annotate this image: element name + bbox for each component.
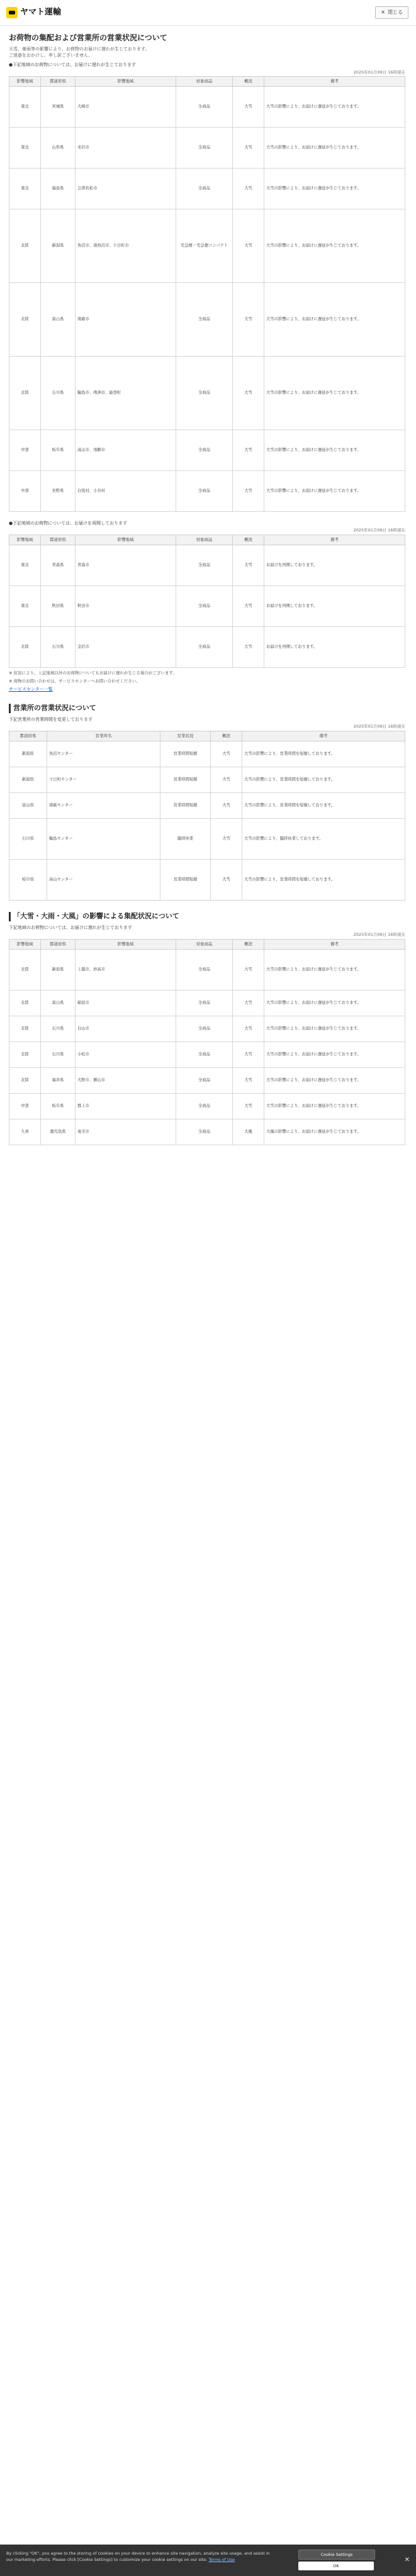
table-row (9, 1093, 405, 1119)
table-row (9, 430, 405, 471)
cell: 石川県 (41, 1016, 76, 1041)
close-icon[interactable]: ✕ (404, 2557, 410, 2563)
cell: 東北 (9, 128, 41, 169)
table-row (9, 990, 405, 1016)
cell: 魚沼市、南魚沼市、十日町市 (76, 209, 176, 283)
cell: 高山市、飛騨市 (76, 430, 176, 471)
cookie-ok-button[interactable]: OK (298, 2562, 374, 2570)
cell: 大雪 (233, 627, 264, 668)
top-bar (0, 0, 416, 26)
cell: 白馬村、小谷村 (76, 471, 176, 512)
branch-status-title: 営業所の営業状況について (9, 704, 405, 713)
cell: 宮城県 (41, 87, 76, 128)
cell: 大雪 (233, 1041, 264, 1067)
cell: 営業時間短縮 (160, 792, 211, 818)
cell: 福井県 (41, 1067, 76, 1093)
cell: 全商品 (176, 1119, 233, 1145)
cell: 大雪の影響により、お届けに遅延が生じております。 (264, 283, 405, 357)
cell: 全商品 (176, 1093, 233, 1119)
cell: 大雪 (233, 1093, 264, 1119)
col-header: 概況 (233, 77, 264, 87)
cell: 福島県 (41, 169, 76, 209)
col-header: 営業所名 (47, 731, 160, 741)
close-label: 閉じる (388, 9, 403, 15)
col-header: 影響地域 (9, 535, 41, 545)
section4-sub: 下記地域のお荷物については、お届けに遅れが生じております (9, 924, 132, 930)
cell: 魚沼センター (47, 741, 160, 767)
cell: 岐阜県 (9, 859, 47, 900)
cell: 新潟県 (41, 949, 76, 990)
col-header: 影響地域 (9, 77, 41, 87)
col-header: 営業状況 (160, 731, 211, 741)
cookie-settings-button[interactable]: Cookie Settings (298, 2550, 375, 2560)
cell: 東北 (9, 545, 41, 586)
table-row (9, 1119, 405, 1145)
cell: 大雪 (233, 209, 264, 283)
cell: 大雪の影響により、営業時間を短縮しております。 (242, 859, 405, 900)
cell: 大野市、勝山市 (76, 1067, 176, 1093)
cell: 大雪 (233, 586, 264, 627)
cell: 北陸 (9, 627, 41, 668)
cell: 営業時間短縮 (160, 741, 211, 767)
cell: 富山県 (41, 990, 76, 1016)
cell: 全商品 (176, 430, 233, 471)
section1-updated: 2025年01月09日 16時現在 (353, 69, 405, 75)
cell: 上越市、妙高市 (76, 949, 176, 990)
cell: 大雪の影響により、お届けに遅延が生じております。 (264, 1041, 405, 1067)
cell: 大雪 (211, 792, 242, 818)
col-header: 概況 (233, 939, 264, 949)
col-header: 都道府県 (9, 731, 47, 741)
cell: 臨時休業 (160, 818, 211, 859)
table-header-row (9, 731, 405, 741)
cookie-message: By clicking "OK", you agree to the storing of cookies on your device to enhance site navigation, analyze site usage, and assist in our marketing efforts. Please click [Cookie Settings] to customize your cookie settings on our site. (6, 2551, 270, 2562)
weather-status-title: 「大雪・大雨・大風」の影響による集配状況について (9, 912, 405, 921)
cell: 北陸 (9, 1041, 41, 1067)
cell: 全商品 (176, 1016, 233, 1041)
col-header: 概況 (233, 535, 264, 545)
table-row (9, 859, 405, 900)
cell: 山形県 (41, 128, 76, 169)
cell: 営業時間短縮 (160, 859, 211, 900)
table-row (9, 209, 405, 283)
cell: 金沢市 (76, 627, 176, 668)
cell: 中部 (9, 430, 41, 471)
cell: 石川県 (41, 627, 76, 668)
section2-note: ●下記地域のお荷物については、お届けを再開しております (9, 521, 127, 526)
footnote: ※ 荷物のお問い合わせは、サービスセンターへお問い合わせください。 (9, 678, 140, 684)
cell: 小松市 (76, 1041, 176, 1067)
page-title: お荷物の集配および営業所の営業状況について (9, 33, 167, 42)
cell: 中部 (9, 471, 41, 512)
cell: 全商品 (176, 128, 233, 169)
cell: 全商品 (176, 169, 233, 209)
table-row (9, 169, 405, 209)
cell: 大雪 (233, 990, 264, 1016)
cell: 全商品 (176, 357, 233, 430)
weather-table (9, 939, 405, 1145)
cell: 大風 (233, 1119, 264, 1145)
table-header-row (9, 535, 405, 545)
cell: 白山市 (76, 1016, 176, 1041)
cell: 鹿児島県 (41, 1119, 76, 1145)
table-row (9, 1067, 405, 1093)
service-center-link[interactable]: サービスセンター一覧 (9, 686, 53, 692)
cat-logo-icon (6, 7, 18, 18)
cell: 全商品 (176, 283, 233, 357)
cell: 全商品 (176, 990, 233, 1016)
cookie-banner (0, 2545, 416, 2576)
table-row (9, 818, 405, 859)
branch-table (9, 731, 405, 901)
cell: 大雪の影響により、お届けに遅延が生じております。 (264, 87, 405, 128)
cell: お届けを再開しております。 (264, 545, 405, 586)
intro-text (9, 47, 405, 58)
cell: 全商品 (176, 949, 233, 990)
cell: 富山県 (41, 283, 76, 357)
terms-link[interactable]: Terms of Use (208, 2557, 235, 2562)
cell: 大雪 (233, 357, 264, 430)
brand-logo[interactable] (6, 6, 61, 19)
cell: 大雪の影響により、お届けに遅延が生じております。 (264, 169, 405, 209)
cell: 大雪 (211, 741, 242, 767)
cell: 岐阜県 (41, 430, 76, 471)
table-header-row (9, 77, 405, 87)
cell: 全商品 (176, 586, 233, 627)
cell: 大雪の影響により、お届けに遅延が生じております。 (264, 1016, 405, 1041)
cell: 大雪 (233, 471, 264, 512)
col-header: 対象商品 (176, 77, 233, 87)
cell: 長野県 (41, 471, 76, 512)
intro-line: 大雪、豪雨等の影響により、お荷物のお届けに遅れが生じております。 (9, 47, 150, 52)
main-content (9, 33, 405, 1145)
cell: お届けを再開しております。 (264, 627, 405, 668)
col-header: 対象商品 (176, 939, 233, 949)
section2-updated: 2025年01月09日 16時現在 (353, 528, 405, 533)
col-header: 都道府県 (41, 535, 76, 545)
table-row (9, 357, 405, 430)
cell: 東北 (9, 169, 41, 209)
table-row (9, 741, 405, 767)
cell: 砺波市 (76, 990, 176, 1016)
cell: 全商品 (176, 1041, 233, 1067)
cell: 大雪 (233, 1016, 264, 1041)
cell: お届けを再開しております。 (264, 586, 405, 627)
cell: 大雪 (233, 430, 264, 471)
section1-note: ●下記地域のお荷物については、お届けに遅れが生じております (9, 62, 136, 68)
cell: 石川県 (9, 818, 47, 859)
col-header: 影響地域 (76, 77, 176, 87)
cell: 南砺センター (47, 792, 160, 818)
cell: 会津若松市 (76, 169, 176, 209)
close-button[interactable] (375, 6, 408, 19)
cell: 全商品 (176, 545, 233, 586)
cell: 北陸 (9, 990, 41, 1016)
cell: 大雪の影響により、営業時間を短縮しております。 (242, 792, 405, 818)
col-header: 影響地域 (76, 535, 176, 545)
cell: 米沢市 (76, 128, 176, 169)
cell: 大雪 (233, 169, 264, 209)
cell: 大雪の影響により、お届けに遅延が生じております。 (264, 949, 405, 990)
cell: 営業時間短縮 (160, 767, 211, 792)
cell: 宅急便・宅急便コンパクト (176, 209, 233, 283)
cell: 大雪 (233, 545, 264, 586)
table-row (9, 87, 405, 128)
cell: 大雪の影響により、お届けに遅延が生じております。 (264, 1067, 405, 1093)
col-header: 影響地域 (76, 939, 176, 949)
cell: 大雪 (211, 859, 242, 900)
cell: 南砺市 (76, 283, 176, 357)
cell: 大雪の影響により、お届けに遅延が生じております。 (264, 471, 405, 512)
cell: 大雪 (233, 128, 264, 169)
cell: 富山県 (9, 792, 47, 818)
cell: 青森市 (76, 545, 176, 586)
cell: 大雪 (211, 767, 242, 792)
section4-updated: 2025年01月09日 16時現在 (353, 932, 405, 938)
cell: 大雪の影響により、臨時休業しております。 (242, 818, 405, 859)
cell: 東北 (9, 87, 41, 128)
delay-table (9, 76, 405, 512)
table-row (9, 586, 405, 627)
cell: 大雪の影響により、営業時間を短縮しております。 (242, 767, 405, 792)
col-header: 対象商品 (176, 535, 233, 545)
cell: 新潟県 (9, 741, 47, 767)
section3-sub: 下記営業所の営業時間を変更しております (9, 716, 93, 722)
table-row (9, 949, 405, 990)
table-row (9, 627, 405, 668)
cell: 新潟県 (9, 767, 47, 792)
section3-updated: 2025年01月09日 16時現在 (353, 724, 405, 730)
table-row (9, 792, 405, 818)
cell: 大崎市 (76, 87, 176, 128)
table-row (9, 283, 405, 357)
cell: 岐阜県 (41, 1093, 76, 1119)
table-row (9, 1016, 405, 1041)
cell: 北陸 (9, 1016, 41, 1041)
cell: 大雪 (233, 949, 264, 990)
brand-name: ヤマト運輸 (20, 8, 62, 18)
cell: 全商品 (176, 1067, 233, 1093)
cell: 大雪の影響により、お届けに遅延が生じております。 (264, 430, 405, 471)
cell: 大雪 (233, 283, 264, 357)
cell: 北陸 (9, 283, 41, 357)
cell: 大雪の影響により、お届けに遅延が生じております。 (264, 209, 405, 283)
cell: 高山センター (47, 859, 160, 900)
table-row (9, 767, 405, 792)
cell: 北陸 (9, 949, 41, 990)
table-row (9, 128, 405, 169)
cell: 石川県 (41, 357, 76, 430)
close-icon: ✕ (381, 9, 385, 15)
cell: 奄美市 (76, 1119, 176, 1145)
cell: 全商品 (176, 87, 233, 128)
cell: 九州 (9, 1119, 41, 1145)
cell: 輪島センター (47, 818, 160, 859)
table-header-row (9, 939, 405, 949)
cell: 大雪の影響により、営業時間を短縮しております。 (242, 741, 405, 767)
cell: 大雪 (211, 818, 242, 859)
col-header: 備考 (264, 939, 405, 949)
cell: 秋田県 (41, 586, 76, 627)
cell: 新潟県 (41, 209, 76, 283)
cell: 大風の影響により、お届けに遅延が生じております。 (264, 1119, 405, 1145)
cell: 輪島市、珠洲市、能登町 (76, 357, 176, 430)
intro-line: ご迷惑をおかけし、申し訳ございません。 (9, 52, 93, 58)
table-row (9, 1041, 405, 1067)
cell: 大雪の影響により、お届けに遅延が生じております。 (264, 128, 405, 169)
cell: 秋田市 (76, 586, 176, 627)
cell: 石川県 (41, 1041, 76, 1067)
col-header: 備考 (242, 731, 405, 741)
cell: 郡上市 (76, 1093, 176, 1119)
col-header: 都道府県 (41, 77, 76, 87)
col-header: 備考 (264, 535, 405, 545)
col-header: 概況 (211, 731, 242, 741)
cell: 東北 (9, 586, 41, 627)
cell: 全商品 (176, 471, 233, 512)
col-header: 都道府県 (41, 939, 76, 949)
table-row (9, 545, 405, 586)
cookie-text-block (6, 2551, 277, 2563)
cell: 北陸 (9, 209, 41, 283)
cell: 大雪 (233, 1067, 264, 1093)
col-header: 影響地域 (9, 939, 41, 949)
cell: 北陸 (9, 357, 41, 430)
cell: 青森県 (41, 545, 76, 586)
resumed-table (9, 535, 405, 668)
col-header: 備考 (264, 77, 405, 87)
cell: 北陸 (9, 1067, 41, 1093)
cell: 全商品 (176, 627, 233, 668)
cell: 大雪の影響により、お届けに遅延が生じております。 (264, 1093, 405, 1119)
table-row (9, 471, 405, 512)
cell: 大雪の影響により、お届けに遅延が生じております。 (264, 357, 405, 430)
cell: 大雪の影響により、お届けに遅延が生じております。 (264, 990, 405, 1016)
cell: 大雪 (233, 87, 264, 128)
footnote: ※ 状況により、上記地域以外のお荷物についてもお届けに遅れが生じる場合がございます。 (9, 670, 177, 675)
cell: 十日町センター (47, 767, 160, 792)
cell: 中部 (9, 1093, 41, 1119)
